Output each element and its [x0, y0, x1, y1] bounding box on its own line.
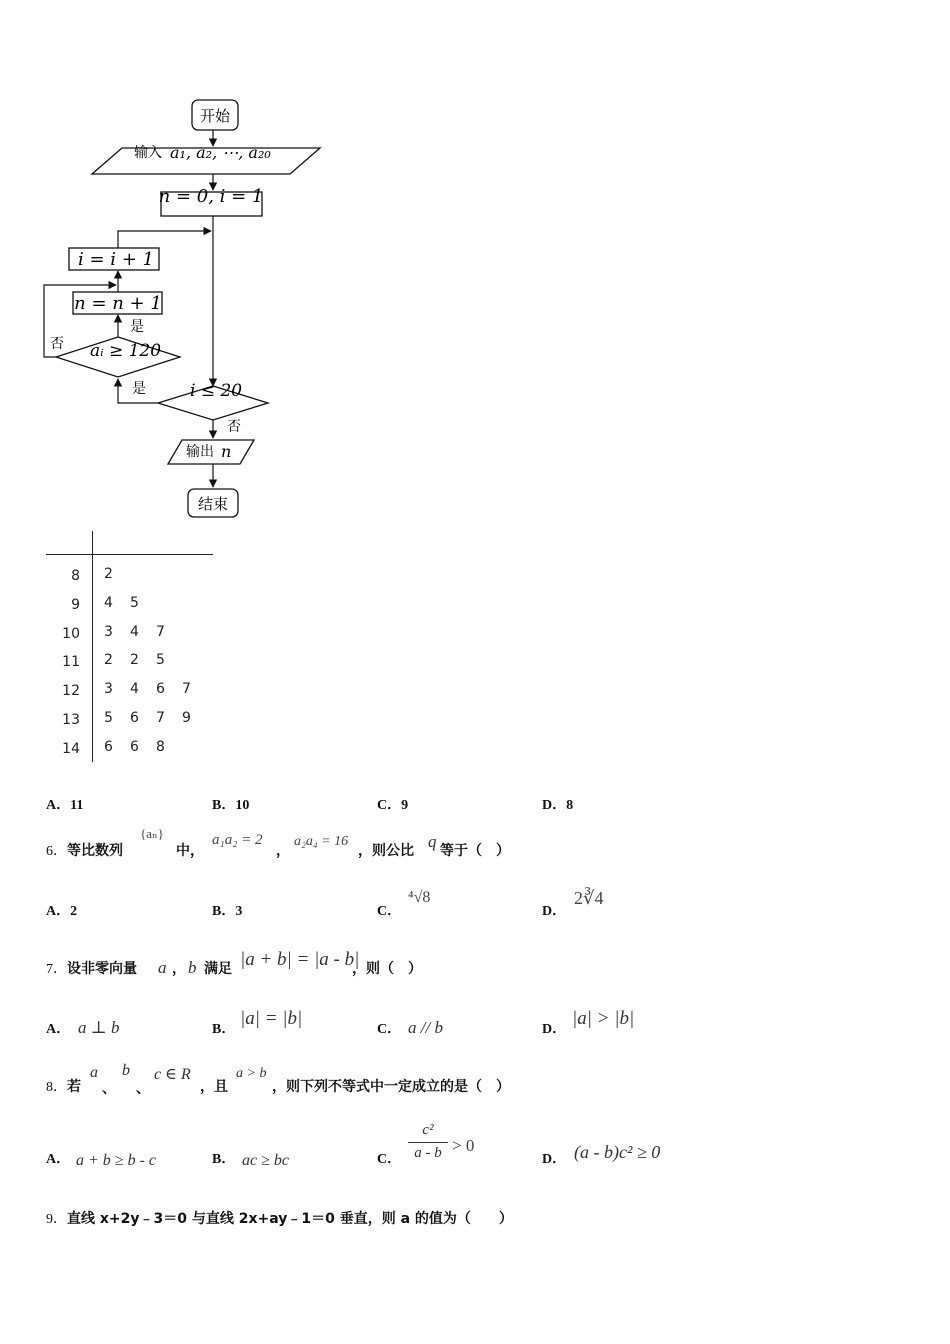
- stem-value: 10: [62, 625, 80, 642]
- leaf-value: 7: [182, 681, 191, 698]
- leaf-value: 4: [130, 623, 139, 640]
- q6-option-c-label: C．: [377, 904, 402, 919]
- q8-var-c: c ∈ R: [154, 1066, 191, 1083]
- leaf-value: 2: [130, 652, 139, 669]
- q7-sep: ，: [172, 961, 186, 977]
- q7-text-2: 满足: [204, 961, 232, 977]
- stem-value: 13: [62, 712, 80, 728]
- leaf-value: 2: [104, 566, 113, 582]
- q7-option-b-value: |a| = |b|: [240, 1008, 303, 1029]
- q9-number: 9．: [46, 1212, 67, 1227]
- q7-option-a-label: A．: [46, 1022, 71, 1037]
- q7-option-d-value: |a| > |b|: [572, 1008, 635, 1029]
- q7-text-1: 设非零向量: [67, 961, 137, 977]
- no-label-a: 否: [50, 336, 64, 352]
- flowchart: [0, 0, 950, 530]
- inc-n-label: n = n + 1: [74, 293, 162, 314]
- fraction-bar: [408, 1142, 448, 1143]
- input-vars: a₁, a₂, ⋯, a₂₀: [170, 143, 271, 162]
- q7-option-a[interactable]: [46, 1018, 70, 1038]
- start-label: 开始: [199, 107, 231, 125]
- stem-leaf-vertical-rule: [92, 531, 93, 762]
- q6-cond-1: a₁a₂ = 2: [212, 832, 263, 848]
- q7-vec-a: a: [158, 958, 167, 977]
- q7-text-3: ，则（ ）: [352, 961, 422, 977]
- q7-option-c-label: C．: [377, 1022, 402, 1037]
- q6-option-d[interactable]: [542, 900, 566, 920]
- q8-option-b-label: B．: [212, 1152, 236, 1167]
- leaf-value: 7: [156, 623, 165, 640]
- q8-text-1: 若: [67, 1079, 81, 1095]
- q6-text-1: 等比数列: [67, 843, 123, 859]
- q8-option-a-value: a + b ≥ b - c: [76, 1152, 157, 1169]
- q6-text-4: ，则公比: [358, 843, 414, 859]
- q6-option-a[interactable]: [46, 900, 77, 920]
- q7-vec-b: b: [188, 958, 197, 977]
- q6-text-3: ，: [276, 843, 290, 859]
- output-var: n: [221, 442, 232, 461]
- stem-value: 8: [71, 568, 80, 584]
- q6-text-5: 等于（ ）: [440, 843, 510, 859]
- leaf-value: 3: [104, 623, 113, 640]
- q7-condition: |a + b| = |a - b|: [240, 949, 360, 970]
- leaf-value: 5: [130, 594, 139, 611]
- q6-option-b-value: 3: [235, 904, 243, 919]
- yes-label-a: 是: [130, 319, 144, 335]
- q5-option-b[interactable]: [212, 794, 249, 814]
- leaf-value: 5: [104, 710, 113, 726]
- q5-option-a-label: A．: [46, 798, 71, 813]
- leaf-value: 7: [156, 710, 165, 726]
- q7-option-a-value: a ⊥ b: [78, 1018, 120, 1037]
- q8-option-c[interactable]: [377, 1148, 401, 1168]
- no-label-i: 否: [227, 419, 241, 435]
- q6-option-c[interactable]: [377, 900, 401, 920]
- q6-stem: [46, 840, 123, 860]
- q8-option-a-label: A．: [46, 1152, 71, 1167]
- output-prefix: 输出: [186, 444, 214, 460]
- q8-option-c-fraction: [408, 1122, 448, 1162]
- cond-i-label: i ≤ 20: [190, 381, 243, 401]
- stem-value: 11: [62, 654, 80, 671]
- q6-number: 6．: [46, 844, 67, 859]
- q7-option-d-label: D．: [542, 1022, 567, 1037]
- leaf-value: 4: [130, 681, 139, 698]
- leaf-value: 9: [182, 710, 191, 726]
- q7-option-b-label: B．: [212, 1022, 236, 1037]
- q6-q: q: [428, 832, 437, 851]
- q6-option-b-label: B．: [212, 904, 236, 919]
- q7-option-c[interactable]: [377, 1018, 401, 1038]
- q5-option-a[interactable]: [46, 794, 83, 814]
- q5-option-c-label: C．: [377, 798, 402, 813]
- q7-option-c-value: a // b: [408, 1018, 443, 1037]
- q5-option-d-label: D．: [542, 798, 567, 813]
- q7-option-d[interactable]: [542, 1018, 566, 1038]
- q8-text-3: ，则下列不等式中一定成立的是（ ）: [272, 1079, 510, 1095]
- q8-option-d-label: D．: [542, 1152, 567, 1167]
- q5-option-c[interactable]: [377, 794, 408, 814]
- q8-stem: [46, 1076, 81, 1096]
- q8-text-2: ，且: [200, 1079, 228, 1095]
- q5-option-b-label: B．: [212, 798, 236, 813]
- q8-option-b[interactable]: [212, 1148, 235, 1168]
- q8-sep-2: 、: [136, 1081, 150, 1097]
- q9-stem: [46, 1208, 513, 1228]
- q6-option-d-label: D．: [542, 904, 567, 919]
- q8-option-b-value: ac ≥ bc: [242, 1152, 289, 1169]
- q7-stem: [46, 958, 137, 978]
- input-prefix: 输入: [134, 145, 162, 161]
- q8-option-d-value: (a - b)c² ≥ 0: [574, 1142, 661, 1162]
- leaf-value: 6: [130, 710, 139, 726]
- q8-option-a[interactable]: [46, 1148, 70, 1168]
- q8-option-c-label: C．: [377, 1152, 402, 1167]
- leaf-value: 6: [156, 681, 165, 698]
- end-label: 结束: [197, 495, 229, 513]
- q8-var-b: b: [122, 1062, 130, 1079]
- stem-value: 9: [71, 596, 80, 613]
- cond-a-label: aᵢ ≥ 120: [90, 341, 162, 361]
- q9-text: 直线 x+2y﹣3＝0 与直线 2x+ay﹣1＝0 垂直，则 a 的值为（ ）: [67, 1211, 513, 1227]
- q7-option-b[interactable]: [212, 1018, 235, 1038]
- q8-var-a: a: [90, 1064, 98, 1081]
- q5-option-a-value: 11: [70, 798, 84, 813]
- q8-option-c-rhs: > 0: [452, 1136, 475, 1155]
- q6-seq: {aₙ}: [140, 826, 164, 841]
- stem-value: 12: [62, 683, 80, 700]
- q8-option-c-denominator: a - b: [414, 1145, 442, 1161]
- q6-option-b[interactable]: [212, 900, 242, 920]
- q8-option-d[interactable]: [542, 1148, 566, 1168]
- q5-option-c-value: 9: [401, 798, 409, 813]
- leaf-value: 6: [130, 738, 139, 755]
- stem-leaf-horizontal-rule: [46, 554, 213, 555]
- init-label: n = 0, i = 1: [158, 186, 264, 207]
- leaf-value: 6: [104, 738, 113, 755]
- q6-option-a-label: A．: [46, 904, 71, 919]
- leaf-value: 2: [104, 652, 113, 669]
- q5-option-d-value: 8: [566, 798, 574, 813]
- leaf-value: 3: [104, 681, 113, 698]
- q6-option-c-value: ⁴√8: [408, 889, 431, 906]
- q8-sep-1: 、: [102, 1081, 116, 1097]
- q7-number: 7．: [46, 962, 67, 977]
- q8-option-c-numerator: c²: [422, 1122, 434, 1138]
- inc-i-label: i = i + 1: [77, 249, 155, 270]
- q6-option-d-value: 2∛4: [574, 888, 604, 908]
- q6-cond-2: a₂a₄ = 16: [294, 834, 349, 849]
- q6-text-2: 中，: [176, 843, 204, 859]
- q8-number: 8．: [46, 1080, 67, 1095]
- leaf-value: 8: [156, 738, 165, 755]
- q6-option-a-value: 2: [70, 904, 78, 919]
- q8-condition: a > b: [236, 1066, 267, 1081]
- leaf-value: 4: [104, 594, 113, 611]
- yes-label-i: 是: [132, 381, 146, 397]
- stem-value: 14: [62, 740, 80, 757]
- q5-option-d[interactable]: [542, 794, 573, 814]
- leaf-value: 5: [156, 652, 165, 669]
- q5-option-b-value: 10: [235, 798, 250, 813]
